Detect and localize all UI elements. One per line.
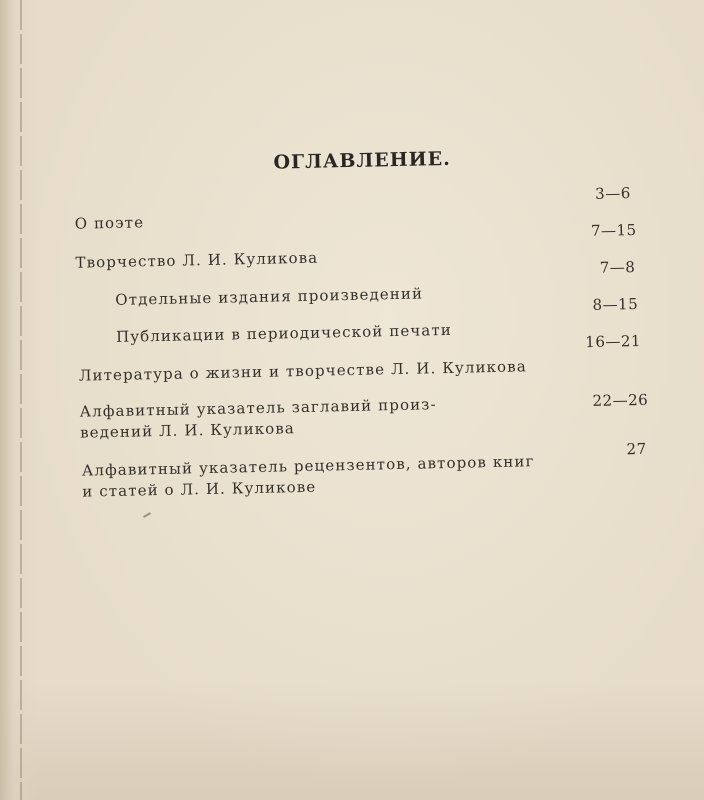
toc-entry-label: Литература о жизни и творчестве Л. И. Куликова [78,357,527,385]
toc-entry-pages: 16—21 [585,331,642,352]
toc-entry-label-line1: Алфавитный указатель заглавий произ- [79,395,437,421]
toc-entry-label-line2: и статей о Л. И. Куликове [82,477,317,501]
toc-entry-pages: 27 [626,439,647,459]
toc-entry-label-line2: ведений Л. И. Куликова [79,419,296,442]
toc-subentry-label: Публикации в периодической печати [115,320,453,346]
toc-subentry-pages: 8—15 [592,294,639,314]
toc-subentry-label: Отдельные издания произведений [115,284,424,309]
toc-entry-label: Творчество Л. И. Куликова [75,248,319,272]
toc-subentry-pages: 7—8 [599,258,636,277]
toc-title: ОГЛАВЛЕНИЕ. [273,147,451,174]
toc-entry-label-line1: Алфавитный указатель рецензентов, авторов книг [81,452,535,480]
toc-entry-pages: 7—15 [590,220,637,240]
toc-entry-pages: 3—6 [595,184,631,203]
toc-entry-label: О поэте [74,213,145,233]
toc-entry-pages: 22—26 [592,390,649,410]
